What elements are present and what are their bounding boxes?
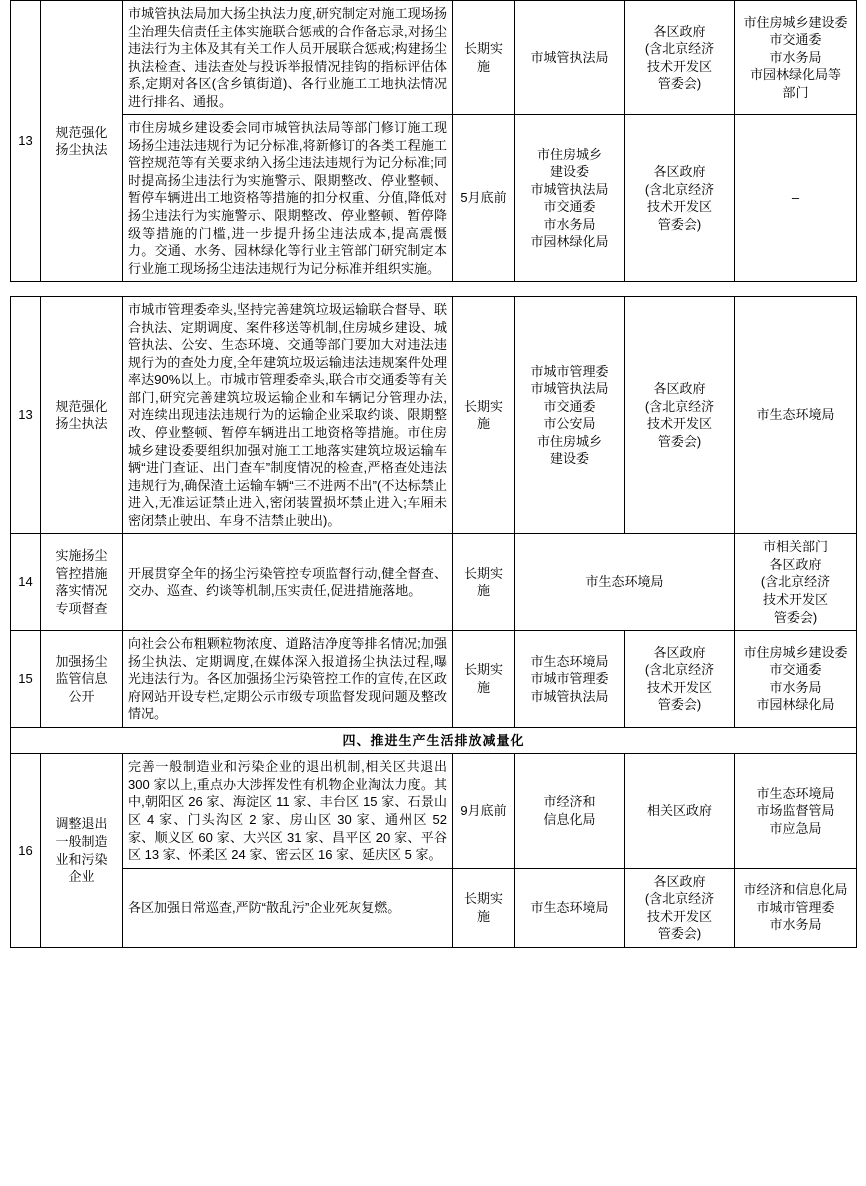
task-deadline: 长期实施 [453, 534, 515, 631]
cooperating-department: 各区政府 (含北京经济 技术开发区 管委会) [625, 868, 735, 947]
lead-department: 市城市管理委 市城管执法局 市交通委 市公安局 市住房城乡 建设委 [515, 297, 625, 534]
lead-department: 市城管执法局 [515, 1, 625, 115]
table-row [11, 534, 857, 631]
table-row [11, 868, 857, 947]
assisting-department: – [735, 115, 857, 282]
lead-department: 市生态环境局 [515, 534, 735, 631]
task-name: 规范强化 扬尘执法 [41, 297, 123, 534]
table-row [11, 297, 857, 534]
task-detail: 市住房城乡建设委会同市城管执法局等部门修订施工现场扬尘违法违规行为记分标准,将新修订的各类工程施工管控规范等有关要求纳入扬尘违法违规行为记分标准;同时提高扬尘违法行为实施警示、限期整改、停业整顿、暂停车辆进出工地资格等措施的扣分权重、分值,降低对扬尘违法行为实施警示、限期整改、停业整顿、暂停降级等措施的门槛,进一步提升扬尘违法成本,提高震慑力。交通、水务、园林绿化等行业主管部门研究制定本行业施工现场扬尘违法违规行为记分标准并组织实施。 [123, 115, 453, 282]
task-detail: 向社会公布粗颗粒物浓度、道路洁净度等排名情况;加强扬尘执法、定期调度,在媒体深入报道扬尘执法过程,曝光违法行为。各区加强扬尘污染管控工作的宣传,在区政府网站开设专栏,定期公示市级专项监督发现问题及整改情况。 [123, 631, 453, 728]
assisting-department: 市相关部门 各区政府 (含北京经济 技术开发区 管委会) [735, 534, 857, 631]
row-number: 14 [11, 534, 41, 631]
lead-department: 市生态环境局 市城市管理委 市城管执法局 [515, 631, 625, 728]
task-deadline: 5月底前 [453, 115, 515, 282]
task-table-top [10, 0, 857, 282]
row-number: 15 [11, 631, 41, 728]
task-name: 实施扬尘 管控措施 落实情况 专项督查 [41, 534, 123, 631]
lead-department: 市住房城乡 建设委 市城管执法局 市交通委 市水务局 市园林绿化局 [515, 115, 625, 282]
task-detail: 开展贯穿全年的扬尘污染管控专项监督行动,健全督查、交办、巡查、约谈等机制,压实责任,促进措施落地。 [123, 534, 453, 631]
table-row [11, 115, 857, 282]
cooperating-department: 各区政府 (含北京经济 技术开发区 管委会) [625, 631, 735, 728]
task-name: 规范强化 扬尘执法 [41, 1, 123, 282]
assisting-department: 市住房城乡建设委 市交通委 市水务局 市园林绿化局 [735, 631, 857, 728]
assisting-department: 市生态环境局 [735, 297, 857, 534]
task-detail: 完善一般制造业和污染企业的退出机制,相关区共退出 300 家以上,重点办大涉挥发性有机物企业淘汰力度。其中,朝阳区 26 家、海淀区 11 家、丰台区 15 家、石景山区 4 家、门头沟区 2 家、房山区 30 家、通州区 52 家、顺义区 60 家、大兴区 31 家、昌平区 20 家、平谷区 13 家、怀柔区 24 家、密云区 16 家、延庆区 5 家。 [123, 754, 453, 868]
row-number: 13 [11, 1, 41, 282]
task-detail: 各区加强日常巡查,严防“散乱污”企业死灰复燃。 [123, 868, 453, 947]
task-name: 调整退出 一般制造 业和污染 企业 [41, 754, 123, 947]
assisting-department: 市生态环境局 市场监督管局 市应急局 [735, 754, 857, 868]
task-deadline: 长期实施 [453, 868, 515, 947]
task-deadline: 长期实施 [453, 631, 515, 728]
task-detail: 市城管执法局加大扬尘执法力度,研究制定对施工现场扬尘治理失信责任主体实施联合惩戒的合作备忘录,对扬尘违法行为主体及其有关工作人员开展联合惩戒;构建扬尘执法检查、违法查处与投诉举报情况挂钩的指标评估体系,定期对各区(含乡镇街道)、各行业施工工地执法情况进行排名、通报。 [123, 1, 453, 115]
cooperating-department: 各区政府 (含北京经济 技术开发区 管委会) [625, 1, 735, 115]
task-name: 加强扬尘 监管信息 公开 [41, 631, 123, 728]
task-detail: 市城市管理委牵头,坚持完善建筑垃圾运输联合督导、联合执法、定期调度、案件移送等机制,住房城乡建设、城管执法、公安、生态环境、交通等部门要加大对违法违规行为的查处力度,全年建筑垃圾运输违法违规案件处理率达90%以上。市城市管理委牵头,联合市交通委等有关部门,研究完善建筑垃圾运输企业和车辆记分管理办法,对连续出现违法违规行为的运输企业采取约谈、限期整改、停业整顿、暂停车辆进出工地资格等措施。市住房城乡建设委要组织加强对施工工地落实建筑垃圾运输车辆“进门查证、出门查车”制度情况的检查,严格查处违法违规行为,确保渣土运输车辆“三不进两不出”(不达标禁止进入,无准运证禁止进入,密闭装置损坏禁止进入;车厢未密闭禁止驶出、车身不洁禁止驶出)。 [123, 297, 453, 534]
assisting-department: 市住房城乡建设委 市交通委 市水务局 市园林绿化局等 部门 [735, 1, 857, 115]
task-table-main [10, 296, 857, 948]
task-deadline: 9月底前 [453, 754, 515, 868]
task-deadline: 长期实施 [453, 1, 515, 115]
lead-department: 市生态环境局 [515, 868, 625, 947]
cooperating-department: 各区政府 (含北京经济 技术开发区 管委会) [625, 297, 735, 534]
assisting-department: 市经济和信息化局 市城市管理委 市水务局 [735, 868, 857, 947]
section-title: 四、推进生产生活排放减量化 [11, 727, 857, 754]
table-row [11, 1, 857, 115]
section-title-row [11, 727, 857, 754]
table-row [11, 754, 857, 868]
row-number: 13 [11, 297, 41, 534]
cooperating-department: 各区政府 (含北京经济 技术开发区 管委会) [625, 115, 735, 282]
task-deadline: 长期实施 [453, 297, 515, 534]
row-number: 16 [11, 754, 41, 947]
lead-department: 市经济和 信息化局 [515, 754, 625, 868]
table-row [11, 631, 857, 728]
cooperating-department: 相关区政府 [625, 754, 735, 868]
